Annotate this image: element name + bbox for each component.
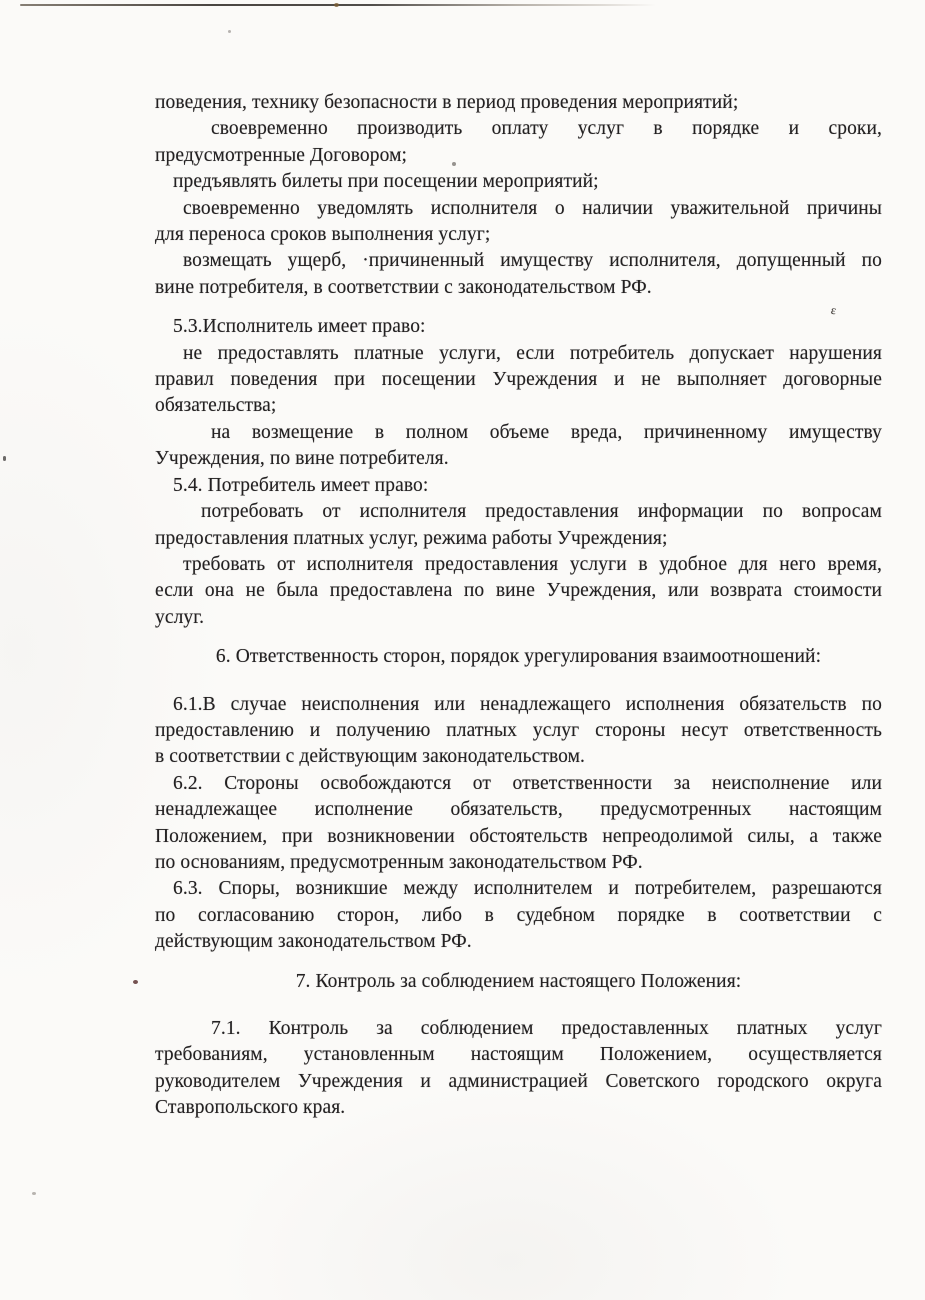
section-7-heading: 7. Контроль за соблюдением настоящего Положения: bbox=[295, 970, 742, 992]
clause-7-1-line: 7.1. Контроль за соблюдением предоставленных платных услуг bbox=[211, 1018, 882, 1039]
clause-5-3-heading: 5.3.Исполнитель имеет право: bbox=[173, 316, 426, 338]
document-line: Учреждения, по вине потребителя. bbox=[155, 448, 449, 470]
section-6-heading: 6. Ответственность сторон, порядок урегулирования взаимоотношений: bbox=[215, 646, 822, 668]
document-line: ненадлежащее исполнение обязательств, предусмотренных настоящим bbox=[155, 799, 882, 821]
scan-speck bbox=[3, 456, 6, 461]
document-line: поведения, технику безопасности в период проведения мероприятий; bbox=[155, 92, 739, 113]
document-line: по основаниям, предусмотренным законодательством РФ. bbox=[155, 851, 643, 873]
document-line: предоставления платных услуг, режима работы Учреждения; bbox=[155, 527, 668, 549]
scan-speck bbox=[133, 980, 138, 984]
clause-6-1-line: 6.1.В случае неисполнения или ненадлежащего исполнения обязательств по bbox=[173, 693, 882, 715]
document-line: руководителем Учреждения и администрацией Советского городского округа bbox=[155, 1070, 882, 1092]
document-text-block bbox=[155, 90, 882, 1122]
document-line: не предоставлять платные услуги, если потребитель допускает нарушения bbox=[183, 342, 882, 364]
scan-speck bbox=[228, 30, 231, 33]
scan-speck: ε bbox=[830, 302, 838, 318]
document-line: потребовать от исполнителя предоставления информации по вопросам bbox=[201, 501, 882, 523]
document-line: для переноса сроков выполнения услуг; bbox=[155, 224, 491, 246]
document-line: если она не была предоставлена по вине Учреждения, или возврата стоимости bbox=[155, 580, 882, 602]
document-line: Положением, при возникновении обстоятельств непреодолимой силы, а также bbox=[155, 825, 882, 847]
document-line: возмещать ущерб, ·причиненный имуществу исполнителя, допущенный по bbox=[183, 250, 882, 272]
scan-speck bbox=[452, 162, 456, 166]
document-line: своевременно уведомлять исполнителя о наличии уважительной причины bbox=[183, 197, 882, 219]
scan-speck bbox=[334, 3, 339, 7]
document-line: обязательства; bbox=[155, 395, 277, 417]
clause-5-4-heading: 5.4. Потребитель имеет право: bbox=[173, 474, 429, 496]
document-line: действующим законодательством РФ. bbox=[155, 931, 472, 953]
clause-6-3-line: 6.3. Споры, возникшие между исполнителем и потребителем, разрешаются bbox=[173, 878, 882, 900]
document-line: требовать от исполнителя предоставления услуги в удобное для него время, bbox=[183, 553, 882, 575]
document-line: правил поведения при посещении Учреждения и не выполняет договорные bbox=[155, 369, 882, 391]
document-line: предъявлять билеты при посещении мероприятий; bbox=[173, 171, 599, 193]
document-line: предоставлению и получению платных услуг стороны несут ответственность bbox=[155, 719, 882, 741]
clause-6-2-line: 6.2. Стороны освобождаются от ответственности за неисполнение или bbox=[173, 772, 882, 794]
document-line: по согласованию сторон, либо в судебном порядке в соответствии с bbox=[155, 904, 882, 926]
document-line: вине потребителя, в соответствии с законодательством РФ. bbox=[155, 276, 652, 298]
document-line: своевременно производить оплату услуг в порядке и сроки, bbox=[211, 118, 882, 140]
document-line: требованиям, установленным настоящим Положением, осуществляется bbox=[155, 1044, 882, 1066]
document-line: в соответствии с действующим законодательством. bbox=[155, 746, 586, 768]
document-line: Ставропольского края. bbox=[155, 1097, 346, 1119]
document-line: услуг. bbox=[155, 606, 205, 628]
document-line: на возмещение в полном объеме вреда, причиненному имуществу bbox=[211, 421, 882, 443]
scan-speck bbox=[32, 1192, 36, 1195]
document-line: предусмотренные Договором; bbox=[155, 144, 408, 166]
